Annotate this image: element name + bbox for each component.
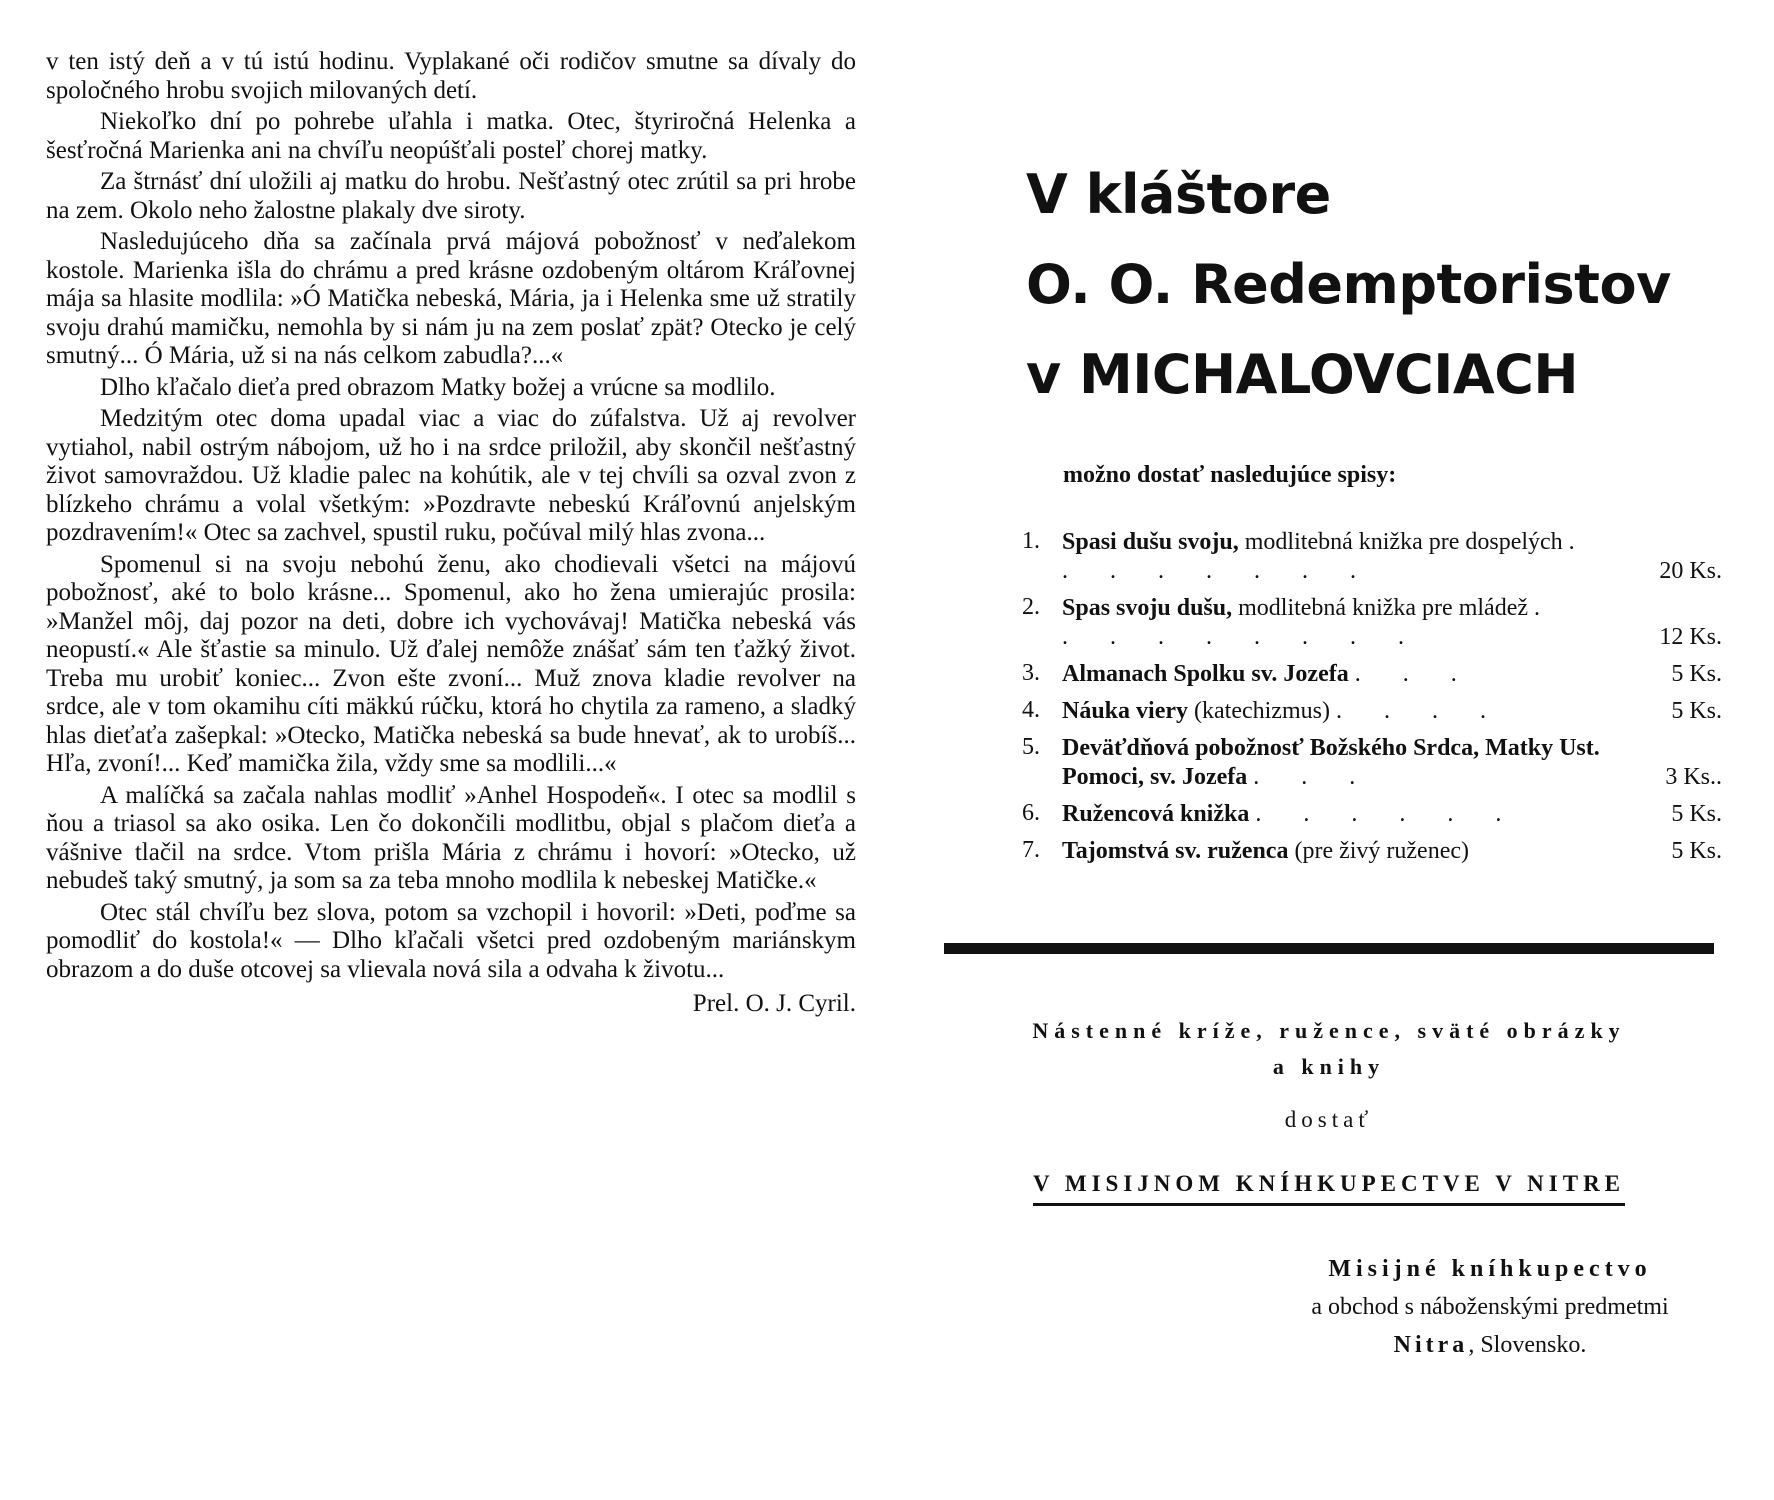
book-price: 5 Ks. bbox=[1671, 661, 1722, 687]
book-title: Ružencová knižka bbox=[1062, 801, 1250, 827]
ad-heading bbox=[1026, 150, 1671, 420]
book-leader-dots: . . . . bbox=[1335, 698, 1504, 724]
story-signature: Prel. O. J. Cyril. bbox=[692, 990, 856, 1017]
book-title: Náuka viery bbox=[1062, 698, 1188, 724]
book-number: 5. bbox=[1022, 734, 1040, 760]
book-price: 20 Ks. bbox=[1659, 558, 1722, 584]
story-paragraph: v ten istý deň a v tú istú hodinu. Vyplakané oči rodičov smutne sa dívaly do spoločného hrobu svojich milovaných detí. bbox=[46, 48, 856, 104]
divider-rule bbox=[944, 943, 1714, 954]
book-leader-dots: . . . . . . bbox=[1255, 801, 1520, 827]
book-item bbox=[1022, 697, 1722, 726]
sender-address bbox=[1230, 1326, 1750, 1364]
ad-heading-line: V kláštore bbox=[1026, 163, 1331, 226]
book-description: (pre živý ruženec) bbox=[1288, 838, 1470, 864]
notice-line: a knihy bbox=[1272, 1054, 1386, 1079]
book-item bbox=[1022, 660, 1722, 689]
book-price: 5 Ks. bbox=[1671, 838, 1722, 864]
book-number: 1. bbox=[1022, 528, 1040, 554]
book-number: 3. bbox=[1022, 660, 1040, 686]
book-number: 7. bbox=[1022, 837, 1040, 863]
story-paragraph: Spomenul si na svoju nebohú ženu, ako chodievali všetci na májovú pobožnosť, aké to bolo krásne... Spomenul, ako ho žena umierajúc prosila: »Manžel môj, daj pozor na deti, dobre ich vychovávaj! Matička nebeská vás neopustí.« Ale šťastie sa minulo. Už ďalej nemôže znášať sám ten ťažký život. Treba mu urobiť koniec... Zvon ešte zvoní... Muž znova kladie revolver na srdce, ale v tom okamihu cíti mäkkú rúčku, ktorá ho chytila za rameno, a sladký hlas dieťaťa zašepkal: »Otecko, Matička nebeská sa bude hnevať, ak to urobíš... Hľa, zvoní!... Keď mamička žila, vždy sme sa modlili...« bbox=[46, 550, 856, 777]
book-description: modlitebná knižka pre dospelých bbox=[1238, 529, 1563, 555]
story-paragraph: Dlho kľačalo dieťa pred obrazom Matky božej a vrúcne sa modlilo. bbox=[100, 373, 776, 401]
notice-line: Nástenné kríže, ružence, sväté obrázky bbox=[1032, 1018, 1626, 1043]
book-leader-dots: . . . bbox=[1354, 661, 1475, 687]
book-item bbox=[1022, 594, 1722, 652]
book-item bbox=[1022, 800, 1722, 829]
notice-dostat: dostať bbox=[1284, 1107, 1374, 1132]
book-number: 2. bbox=[1022, 594, 1040, 620]
story-paragraph: Medzitým otec doma upadal viac a viac do zúfalstva. Už aj revolver vytiahol, nabil ostrým nábojom, už ho i na srdce priložil, aby skončil nešťastný život samovraždou. Už kladie palec na kohútik, ale v tej chvíli sa ozval zvon z blízkeho chrámu a volal všetkým: »Pozdravte nebeskú Kráľovnú anjelským pozdravením!« Otec sa zachvel, spustil ruku, počúval milý hlas zvona... bbox=[46, 405, 856, 546]
ad-heading-line: v MICHALOVCIACH bbox=[1026, 343, 1579, 406]
story-paragraph: Otec stál chvíľu bez slova, potom sa vzchopil i hovoril: »Deti, poďme sa pomodliť do kostola!« — Dlho kľačali všetci pred ozdobeným mariánskym obrazom a do duše otcovej sa vlievala nová sila a odvaha k životu... bbox=[46, 898, 856, 983]
book-price: 5 Ks. bbox=[1671, 801, 1722, 827]
book-title: Spas svoju dušu, bbox=[1062, 595, 1233, 621]
bookstore-name: V MISIJNOM KNÍHKUPECTVE V NITRE bbox=[1033, 1171, 1625, 1206]
story-paragraph: Niekoľko dní po pohrebe uľahla i matka. Otec, štyriročná Helenka a šesťročná Marienka ani na chvíľu neopúšťali posteľ chorej matky. bbox=[46, 108, 856, 164]
story-paragraph: Za štrnásť dní uložili aj matku do hrobu. Nešťastný otec zrútil sa pri hrobe na zem. Okolo neho žalostne plakaly dve siroty. bbox=[46, 168, 856, 224]
book-title: Tajomstvá sv. ruženca bbox=[1062, 838, 1289, 864]
book-price: 3 Ks.. bbox=[1665, 764, 1722, 790]
book-price: 5 Ks. bbox=[1671, 698, 1722, 724]
story-column bbox=[46, 48, 856, 1022]
book-title: Almanach Spolku sv. Jozefa bbox=[1062, 661, 1349, 687]
ad-subheading: možno dostať nasledujúce spisy: bbox=[1063, 462, 1397, 488]
ad-heading-line: O. O. Redemptoristov bbox=[1026, 253, 1671, 316]
sender-description: a obchod s náboženskými predmetmi bbox=[1311, 1294, 1669, 1320]
sender-name: Misijné kníhkupectvo bbox=[1328, 1256, 1652, 1282]
book-title: Spasi dušu svoju, bbox=[1062, 529, 1239, 555]
book-number: 6. bbox=[1022, 800, 1040, 826]
book-list bbox=[1022, 528, 1722, 874]
book-description: (katechizmus) bbox=[1188, 698, 1330, 724]
book-number: 4. bbox=[1022, 697, 1040, 723]
sender-country: , Slovensko. bbox=[1468, 1332, 1587, 1358]
sender-city: Nitra bbox=[1393, 1332, 1469, 1358]
bookstore-notice bbox=[944, 1013, 1714, 1206]
story-paragraph: A malíčká sa začala nahlas modliť »Anhel Hospodeň«. I otec sa modlil s ňou a triasol sa ako osika. Len čo dokončili modlitbu, objal s plačom dieťa a vášnive tlačil na srdce. Vtom prišla Mária z chrámu i hovorí: »Otecko, už nebudeš taký smutný, ja som sa za teba mnoho modlila k nebeskej Matičke.« bbox=[46, 781, 856, 894]
book-item bbox=[1022, 528, 1722, 586]
book-item bbox=[1022, 837, 1722, 866]
book-leader-dots: . . . bbox=[1253, 764, 1374, 790]
book-leader-dots: . . . . . . . . bbox=[1062, 529, 1593, 584]
story-paragraph: Nasledujúceho dňa sa začínala prvá májová pobožnosť v neďalekom kostole. Marienka išla do chrámu a pred krásne ozdobeným oltárom Kráľovnej mája sa hlasite modlila: »Ó Matička nebeská, Mária, ja i Helenka sme už stratily svoju drahú mamičku, nemohla by si nám ju na zem poslať zpät? Otecko je celý smutný... Ó Mária, už si na nás celkom zabudla?...« bbox=[46, 228, 856, 369]
sender-block bbox=[1230, 1250, 1750, 1364]
book-title: Deväťdňová pobožnosť Božského Srdca, Matky Ust. Pomoci, sv. Jozefa bbox=[1062, 735, 1600, 790]
book-item bbox=[1022, 734, 1722, 792]
book-price: 12 Ks. bbox=[1659, 624, 1722, 650]
book-leader-dots: . . . . . . . . . bbox=[1062, 595, 1558, 650]
book-description: modlitebná knižka pre mládež bbox=[1232, 595, 1528, 621]
